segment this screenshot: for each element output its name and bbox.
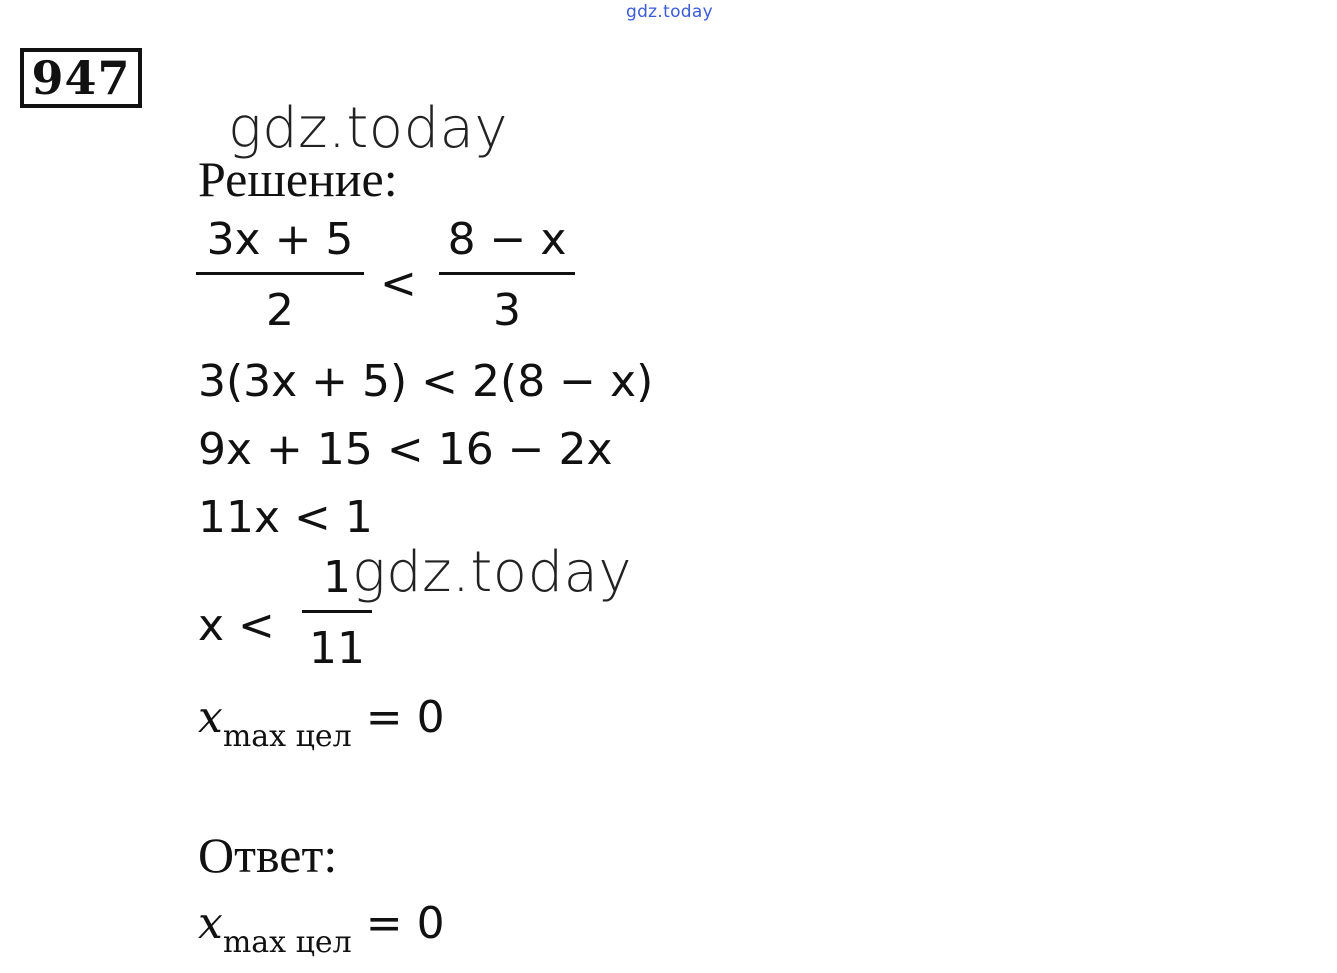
step-1-right-denominator: 3 xyxy=(493,285,521,336)
step-1-right-fraction xyxy=(439,214,575,336)
answer-heading: Ответ: xyxy=(198,827,338,883)
answer-result xyxy=(198,898,445,960)
step-6 xyxy=(198,692,445,754)
watermark-large-2: gdz.today xyxy=(352,540,633,605)
answer-var: x xyxy=(198,898,223,949)
step-6-subscript: max цел xyxy=(222,719,352,754)
fraction-bar xyxy=(439,272,575,275)
solution-heading: Решение: xyxy=(198,151,398,207)
step-5-lhs: x < xyxy=(198,600,275,651)
step-1-right-numerator: 8 − x xyxy=(447,214,567,265)
step-4: 11x < 1 xyxy=(198,492,373,543)
step-1-left-numerator: 3x + 5 xyxy=(206,214,354,265)
step-1-left-fraction xyxy=(196,214,364,336)
watermark-top: gdz.today xyxy=(626,2,713,22)
step-5-denominator: 11 xyxy=(309,623,365,674)
step-3: 9x + 15 < 16 − 2x xyxy=(198,424,613,475)
step-6-var: x xyxy=(198,692,223,743)
step-1-relation: < xyxy=(380,258,417,309)
step-5-numerator: 1 xyxy=(323,552,351,603)
step-1-inequality xyxy=(196,214,586,348)
answer-rhs: = 0 xyxy=(365,898,445,949)
step-1-left-denominator: 2 xyxy=(266,285,294,336)
step-6-rhs: = 0 xyxy=(365,692,445,743)
fraction-bar xyxy=(302,610,372,613)
task-number: 947 xyxy=(31,51,131,105)
step-2: 3(3x + 5) < 2(8 − x) xyxy=(198,356,654,407)
task-number-box xyxy=(20,48,142,108)
watermark-large-1: gdz.today xyxy=(228,96,509,161)
answer-subscript: max цел xyxy=(222,925,352,960)
fraction-bar xyxy=(196,272,364,275)
